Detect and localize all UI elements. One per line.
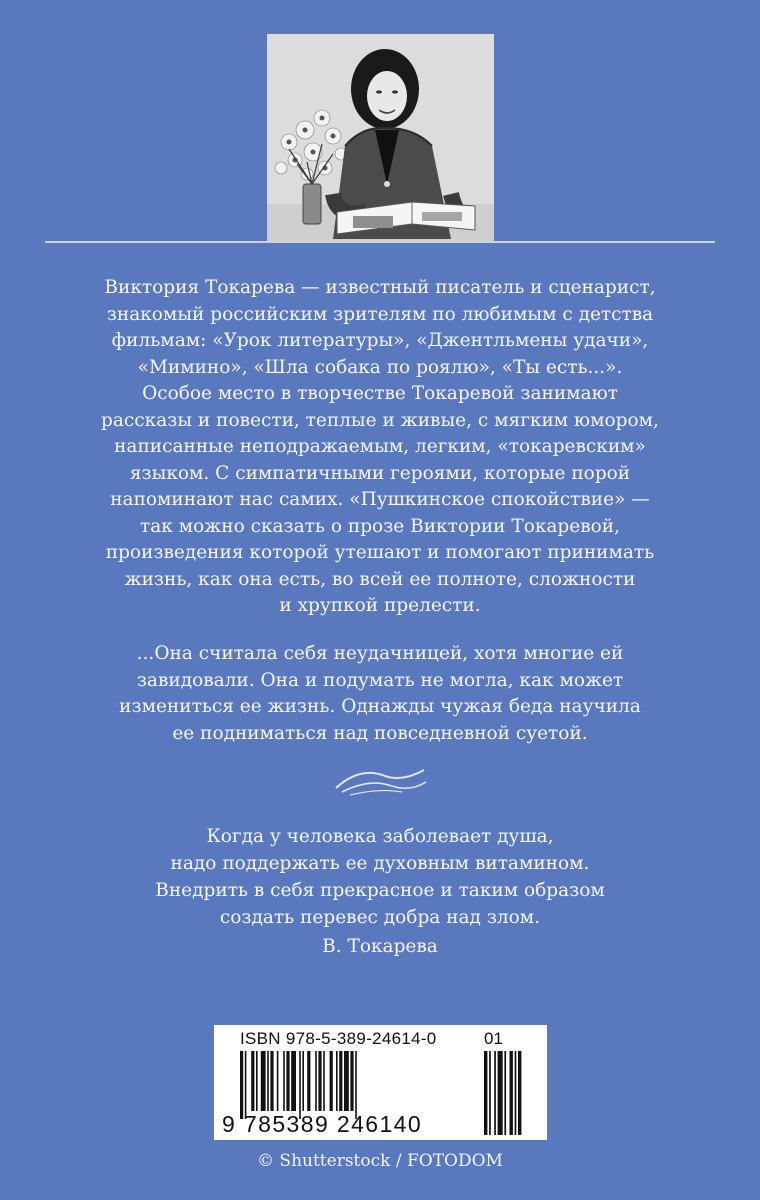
- barcode-bar: [318, 1051, 321, 1111]
- divider-rule: [45, 241, 715, 243]
- addon-bar: [510, 1051, 513, 1135]
- description-line: фильмам: «Урок литературы», «Джентльмены удачи»,: [111, 330, 649, 351]
- barcode-bar: [251, 1051, 254, 1111]
- barcode-bar: [299, 1051, 301, 1119]
- description-line: и хрупкой прелести.: [279, 595, 481, 616]
- barcode-bar: [267, 1051, 269, 1111]
- teaser-line: ее подниматься над повседневной суетой.: [172, 722, 588, 744]
- barcode-bar: [291, 1051, 296, 1111]
- barcode-bar: [302, 1051, 304, 1111]
- addon-bar: [518, 1051, 521, 1135]
- isbn-barcode: [214, 1025, 547, 1140]
- teaser-line: ...Она считала себя неудачницей, хотя многие ей: [136, 643, 624, 664]
- barcode-bar: [240, 1051, 243, 1119]
- barcode-bar: [355, 1051, 357, 1119]
- quote-line: надо поддержать ее духовным витамином.: [170, 853, 590, 874]
- addon-bar: [494, 1051, 496, 1135]
- description-line: знакомый российским зрителям по любимым с детства: [106, 303, 654, 325]
- description-line: Особое место в творчестве Токаревой занимают: [142, 383, 618, 404]
- barcode-bar: [256, 1051, 258, 1111]
- barcode-bar: [277, 1051, 279, 1111]
- quote-block: [40, 823, 720, 931]
- addon-bar: [515, 1051, 517, 1135]
- description-line: так можно сказать о прозе Виктории Токаревой,: [140, 515, 620, 537]
- barcode-bar: [261, 1051, 266, 1111]
- description-line: жизнь, как она есть, во всей ее полноте, сложности: [124, 568, 636, 590]
- barcode-bar: [283, 1051, 285, 1111]
- isbn-label: ISBN 978-5-389-24614-0: [240, 1029, 437, 1048]
- barcode-bar: [307, 1051, 310, 1111]
- description-line: напоминают нас самих. «Пушкинское спокойствие» —: [110, 489, 650, 510]
- addon-bar: [504, 1051, 506, 1135]
- addon-bar: [498, 1051, 503, 1135]
- quote-line: создать перевес добра над злом.: [219, 907, 541, 928]
- author-photo: [267, 34, 494, 241]
- barcode-digits: 9 785389 246140: [222, 1111, 423, 1137]
- description-line: написанные неподражаемым, легким, «токаревским»: [114, 436, 646, 457]
- barcode-bar: [315, 1051, 317, 1111]
- teaser-line: измениться ее жизнь. Однажды чужая беда научила: [119, 696, 641, 717]
- description-paragraph: [40, 275, 720, 620]
- addon-code: 01: [484, 1029, 503, 1048]
- barcode-bar: [323, 1051, 325, 1111]
- barcode-bar: [286, 1051, 289, 1111]
- description-line: произведения которой утешают и помогают принимать: [105, 542, 655, 563]
- flourish-ornament-icon: [330, 760, 430, 800]
- barcode-bar: [344, 1051, 349, 1111]
- barcode-bar: [330, 1051, 333, 1111]
- description-line: Виктория Токарева — известный писатель и сценарист,: [104, 277, 656, 298]
- quote-author: В. Токарева: [322, 936, 438, 957]
- copyright-credit: © Shutterstock / FOTODOM: [257, 1151, 503, 1171]
- quote-line: Внедрить в себя прекрасное и таким образом: [155, 880, 605, 901]
- addon-bar: [484, 1051, 487, 1135]
- description-line: «Мимино», «Шла собака по роялю», «Ты есть...».: [137, 356, 623, 378]
- teaser-line: завидовали. Она и подумать не могла, как может: [136, 669, 624, 691]
- barcode-bar: [245, 1051, 247, 1119]
- barcode-bar: [336, 1051, 338, 1111]
- description-line: рассказы и повести, теплые и живые, с мягким юмором,: [101, 409, 659, 431]
- barcode-bar: [339, 1051, 342, 1111]
- teaser-paragraph: [40, 641, 720, 747]
- addon-bar: [489, 1051, 491, 1135]
- quote-line: Когда у человека заболевает душа,: [206, 826, 554, 847]
- barcode-bar: [350, 1051, 353, 1111]
- barcode-bar: [270, 1051, 273, 1111]
- description-line: языком. С симпатичными героями, которые порой: [129, 462, 631, 484]
